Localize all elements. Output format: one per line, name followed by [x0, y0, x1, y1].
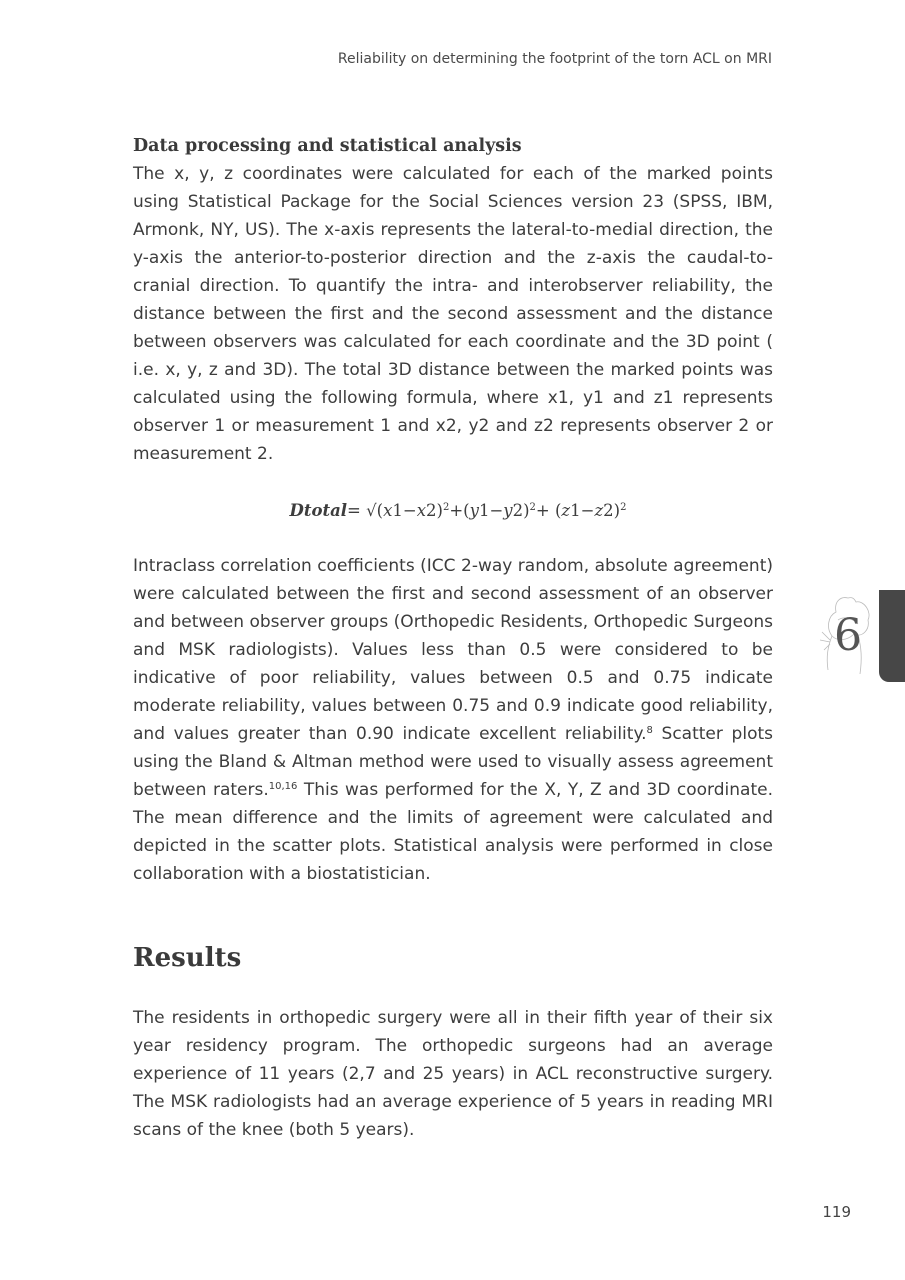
section-heading-data-processing: Data processing and statistical analysis — [133, 136, 522, 156]
citation-ref: 10,16 — [268, 781, 298, 792]
citation-ref: 8 — [646, 725, 653, 736]
page-number: 119 — [822, 1203, 851, 1221]
section-heading-results: Results — [133, 943, 242, 973]
formula-lhs: Dtotal — [289, 501, 348, 520]
paragraph-icc: Intraclass correlation coefficients (ICC 2-way random, absolute agreement) were calculated between the first and second assessment of an observer and between observer groups (Orthopedic Residents, Orthopedic Surgeons and MSK radiologists). Values less than 0.5 were considered to be indicative of poor reliability, values between 0.5 and 0.75 indicate moderate reliability, values between 0.75 and 0.9 indicate good reliability, and values greater than 0.90 indicate excellent reliability.$^8$ Scatter plots using the Bland & Altman method were used to visually assess agreement between raters.$^{10,16}$ This was performed for the X, Y, Z and 3D coordinate. The mean difference and the limits of agreement were calculated and depicted in the scatter plots. Statistical analysis were performed in close collaboration with a biostatistician. — [133, 556, 773, 884]
running-header: Reliability on determining the footprint of the torn ACL on MRI — [337, 51, 772, 67]
paragraph-coordinates: The x, y, z coordinates were calculated for each of the marked points using Statistical Package for the Social Sciences version 23 (SPSS, IBM, Armonk, NY, US). The x-axis represents the lateral-to-medial direction, the y-axis the anterior-to-posterior direction and the z-axis the caudal-to-cranial direction. To quantify the intra- and interobserver reliability, the distance between the first and the second assessment and the distance between observers was calculated for each coordinate and the 3D point ( i.e. x, y, z and 3D). The total 3D distance between the marked points was calculated using the following formula, where x1, y1 and z1 represents observer 1 or measurement 1 and x2, y2 and z2 represents observer 2 or measurement 2. — [133, 164, 773, 464]
chapter-number: 6 — [834, 610, 862, 661]
distance-formula: Dtotal= $√(x1-x2)^2+(y1-y2)^2+ (z1-z2)^2$ — [289, 501, 627, 520]
paragraph-results: The residents in orthopedic surgery were all in their fifth year of their six year residency program. The orthopedic surgeons had an average experience of 11 years (2,7 and 25 years) in ACL reconstructive surgery. The MSK radiologists had an average experience of 5 years in reading MRI scans of the knee (both 5 years). — [133, 1008, 773, 1140]
chapter-tab — [879, 590, 905, 682]
page-content — [133, 132, 773, 1144]
